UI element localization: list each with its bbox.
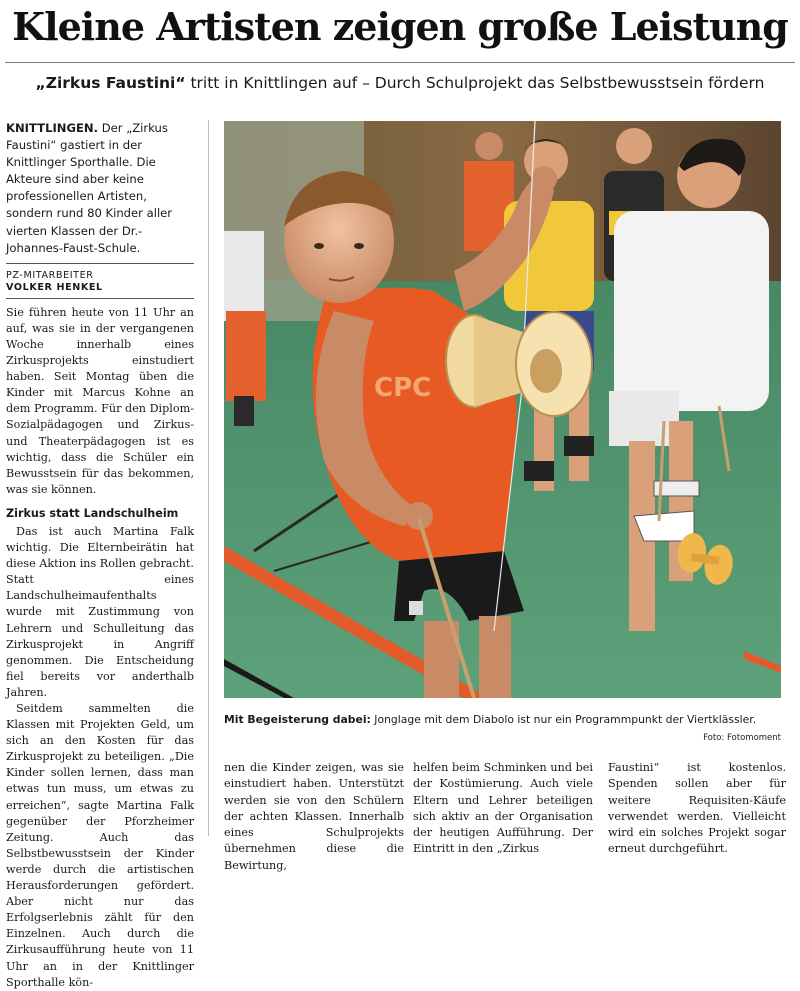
bottom-column-2: [413, 760, 593, 858]
bottom-text-1: nen die Kinder zeigen, was sie einstudiert haben. Unterstützt werden sie von den Schülern der achten Klassen. Innerhalb eines Schulprojekts übernehmen diese die Bewirtung,: [224, 761, 404, 872]
top-rule: [5, 62, 795, 63]
caption-text: Jonglage mit dem Diabolo ist nur ein Programmpunkt der Viertklässler.: [370, 713, 757, 726]
subheadline: [0, 74, 800, 92]
body-paragraph-1: Sie führen heute von 11 Uhr an auf, was sie in der vergangenen Woche innerhalb eines Zirkusprojekts einstudiert haben. Seit Montag üben die Kinder mit Marcus Kohne an dem Programm. Für den Diplom-Sozialpädagogen und Zirkus- und Theaterpädagogen ist es wichtig, dass die Schüler ein Bewusstsein für das bekommen, was sie können.: [6, 305, 194, 496]
byline-name: VOLKER HENKEL: [6, 281, 103, 293]
subhead: Zirkus statt Landschulheim: [6, 506, 179, 520]
caption-bold: Mit Begeisterung dabei:: [224, 713, 371, 726]
bottom-column-3: [608, 760, 786, 858]
subheadline-text: tritt in Knittlingen auf – Durch Schulprojekt das Selbstbewusstsein fördern: [185, 74, 765, 92]
body-paragraph-3: Seitdem sammelten die Klassen mit Projekten Geld, um sich an den Kosten für das Zirkusprojekt zu beteiligen. „Die Kinder sollen lernen, dass man etwas tun muss, um etwas zu erreichen“, sagte Martina Falk gegenüber der Pforzheimer Zeitung. Auch das Selbstbewusstsein der Kinder werde durch die artistischen Herausforderungen gefördert. Aber nicht nur das Erfolgserlebnis zählt für den Einzelnen. Auch durch die Zirkusaufführung heute von 11 Uhr an in der Knittlinger Sporthalle kön-: [6, 702, 194, 989]
dateline: KNITTLINGEN.: [6, 121, 99, 135]
subheadline-bold: „Zirkus Faustini“: [35, 74, 186, 92]
byline-role: PZ-MITARBEITER: [6, 269, 94, 281]
shirt-print: CPC: [374, 373, 432, 403]
photo-caption: [224, 712, 781, 727]
article-body: [6, 305, 194, 991]
byline-rule: [6, 298, 194, 299]
byline: [6, 263, 194, 294]
column-rule: [208, 120, 209, 836]
headline: Kleine Artisten zeigen große Leistung: [12, 4, 788, 49]
bottom-column-1: [224, 760, 404, 874]
lead-text: Der „Zirkus Faustini“ gastiert in der Knittlinger Sporthalle. Die Akteure sind aber keine professionellen Artisten, sondern rund 80 Kinder aller vierten Klassen der Dr.-Johannes-Faust-Schule.: [6, 121, 173, 255]
left-column: [6, 120, 194, 991]
body-paragraph-2: Das ist auch Martina Falk wichtig. Die Elternbeirätin hat diese Aktion ins Rollen gebracht. Statt eines Landschulheimaufenthalts wurde mit Zustimmung von Lehrern und Schulleitung das Zirkusprojekt in Angriff genommen. Die Entscheidung fiel bereits vor anderthalb Jahren.: [6, 524, 194, 699]
lead-paragraph: [6, 120, 194, 257]
photo-credit: Foto: Fotomoment: [703, 733, 781, 743]
bottom-text-3: Faustini“ ist kostenlos. Spenden sollen aber für weitere Requisiten-Käufe verwendet werden. Vielleicht wird ein solches Projekt sogar erneut durchgeführt.: [608, 761, 786, 856]
bottom-text-2: helfen beim Schminken und bei der Kostümierung. Auch viele Eltern und Lehrer beteiligen sich aktiv an der Organisation der heutigen Aufführung. Der Eintritt in den „Zirkus: [413, 761, 593, 856]
article-photo: [224, 121, 781, 698]
